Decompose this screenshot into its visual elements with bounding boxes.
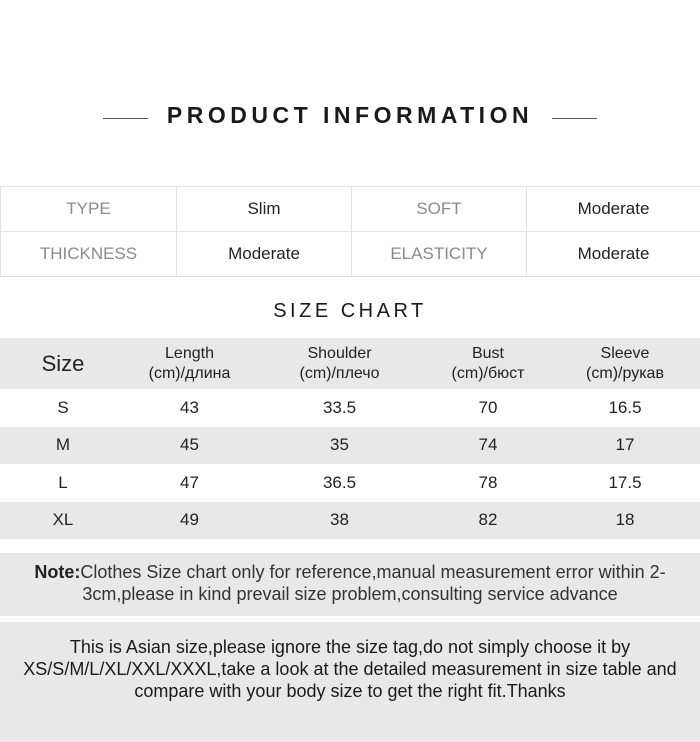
length-cell: 43 [180, 397, 199, 417]
column-header-size [0, 338, 126, 389]
table-row [0, 389, 700, 427]
shoulder-cell: 35 [330, 435, 349, 455]
size-cell: M [55, 435, 71, 455]
table-row [0, 502, 700, 540]
info-value-type: Slim [177, 187, 352, 232]
shoulder-cell: 36.5 [322, 472, 357, 492]
sleeve-cell: 18 [615, 510, 635, 530]
column-header-bust-label: Bust [471, 344, 504, 362]
table-row [0, 464, 700, 502]
info-value-soft: Moderate [527, 187, 700, 232]
note-text: Clothes Size chart only for reference,manual measurement error within 2-3cm,please in kind prevail size problem,consulting service advance [80, 562, 666, 604]
product-information-heading [0, 98, 700, 138]
size-chart-header-row [0, 338, 700, 389]
asian-size-notice [0, 622, 700, 742]
column-header-length-label: Length [165, 344, 214, 362]
sleeve-cell: 17 [615, 435, 635, 455]
sleeve-cell: 17.5 [608, 472, 642, 492]
size-chart-table [0, 338, 700, 539]
size-cell: L [58, 472, 68, 492]
column-header-shoulder [253, 338, 426, 389]
info-value-elasticity: Moderate [527, 232, 700, 277]
column-header-bust-unit: (cm)/бюст [451, 364, 525, 382]
asian-size-notice-text: This is Asian size,please ignore the size tag,do not simply choose it by XS/S/M/L/XL/XXL/XXXL,take a look at the detailed measurement in size table and compare with your body size to get the right fit.Thanks [23, 637, 677, 701]
length-cell: 47 [180, 472, 199, 492]
sleeve-cell: 16.5 [608, 397, 642, 417]
column-header-bust [426, 338, 550, 389]
column-header-sleeve-label: Sleeve [600, 344, 650, 362]
bust-cell: 70 [478, 397, 498, 417]
info-label-thickness: THICKNESS [1, 232, 177, 277]
info-value-thickness: Moderate [177, 232, 352, 277]
column-header-size-label: Size [41, 350, 85, 376]
column-header-length [126, 338, 253, 389]
page-title: PRODUCT INFORMATION [166, 102, 534, 128]
shoulder-cell: 33.5 [322, 397, 357, 417]
bust-cell: 78 [478, 472, 498, 492]
info-row [1, 232, 700, 277]
column-header-length-unit: (cm)/длина [148, 364, 231, 382]
size-cell: S [57, 397, 69, 417]
info-label-soft: SOFT [352, 187, 527, 232]
size-chart-title: SIZE CHART [273, 300, 427, 322]
length-cell: 49 [180, 510, 199, 530]
column-header-shoulder-label: Shoulder [307, 344, 372, 362]
shoulder-cell: 38 [330, 510, 349, 530]
product-info-table [0, 186, 700, 277]
bust-cell: 82 [478, 510, 498, 530]
size-note [0, 553, 700, 616]
info-row [1, 187, 700, 232]
note-label: Note: [34, 562, 81, 582]
column-header-sleeve-unit: (cm)/рукав [586, 364, 664, 382]
size-cell: XL [52, 510, 74, 530]
length-cell: 45 [180, 435, 199, 455]
info-label-type: TYPE [1, 187, 177, 232]
column-header-sleeve [550, 338, 700, 389]
bust-cell: 74 [478, 435, 498, 455]
heading-divider-right [552, 118, 597, 119]
heading-divider-left [103, 118, 148, 119]
table-row [0, 427, 700, 465]
column-header-shoulder-unit: (cm)/плечо [299, 364, 380, 382]
info-label-elasticity: ELASTICITY [352, 232, 527, 277]
